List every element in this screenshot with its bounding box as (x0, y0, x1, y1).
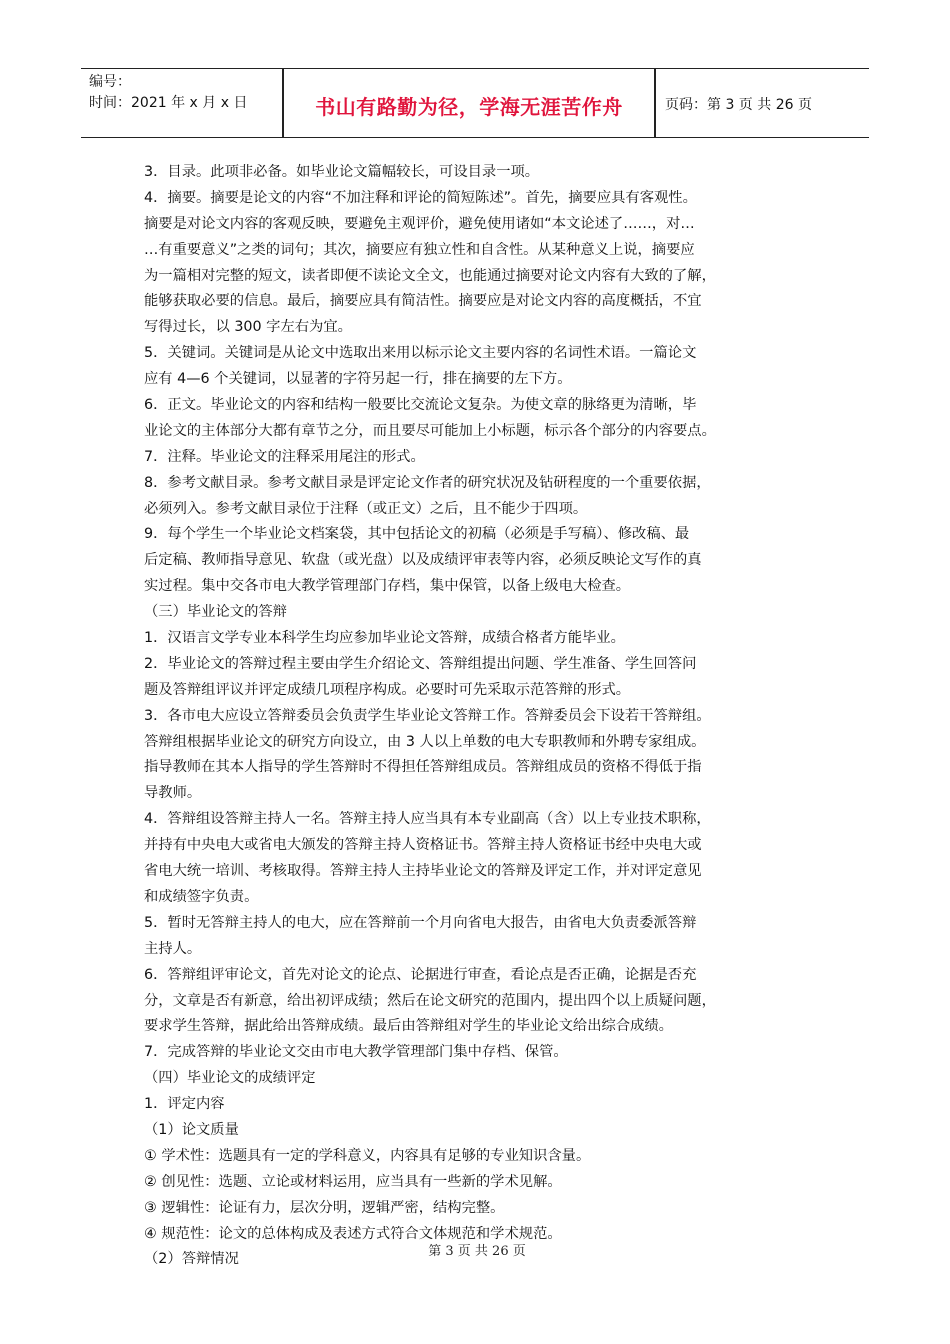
text-line: （1）论文质量 (144, 1121, 239, 1138)
text-line: 答辩组根据毕业论文的研究方向设立，由 3 人以上单数的电大专职教师和外聘专家组成。 (144, 733, 706, 750)
text-line: 4．答辩组设答辩主持人一名。答辩主持人应当具有本专业副高（含）以上专业技术职称， (144, 811, 711, 828)
text-line: 能够获取必要的信息。最后，摘要应具有简洁性。摘要应是对论文内容的高度概括，不宜 (144, 293, 702, 310)
text-line: 3．各市电大应设立答辩委员会负责学生毕业论文答辩工作。答辩委员会下设若干答辩组。 (144, 707, 711, 724)
text-line: 业论文的主体部分大都有章节之分，而且要尽可能加上小标题，标示各个部分的内容要点。 (144, 422, 716, 439)
text-line: …有重要意义”之类的词句；其次，摘要应有独立性和自含性。从某种意义上说，摘要应 (144, 241, 695, 258)
text-line: ③ 逻辑性：论证有力，层次分明，逻辑严密，结构完整。 (144, 1199, 505, 1216)
text-line: 分，文章是否有新意，给出初评成绩；然后在论文研究的范围内，提出四个以上质疑问题， (144, 992, 716, 1009)
text-line: 必须列入。参考文献目录位于注释（或正文）之后，且不能少于四项。 (144, 500, 588, 517)
header-motto: 书山有路勤为径，学海无涯苦作舟 (315, 95, 623, 119)
text-line: 导教师。 (144, 785, 202, 802)
document-body (144, 160, 824, 1273)
text-line: 指导教师在其本人指导的学生答辩时不得担任答辩组成员。答辩组成员的资格不得低于指 (144, 759, 702, 776)
text-line: 2．毕业论文的答辩过程主要由学生介绍论文、答辩组提出问题、学生准备、学生回答问 (144, 655, 697, 672)
text-line: 7．注释。毕业论文的注释采用尾注的形式。 (144, 448, 425, 465)
header-info (89, 72, 247, 114)
text-line: 和成绩签字负责。 (144, 888, 259, 905)
page-footer: 第 3 页 共 26 页 (428, 1244, 526, 1259)
text-line: 9．每个学生一个毕业论文档案袋，其中包括论文的初稿（必须是手写稿）、修改稿、最 (144, 526, 690, 543)
text-line: 7．完成答辩的毕业论文交由市电大教学管理部门集中存档、保管。 (144, 1044, 568, 1061)
text-line: 主持人。 (144, 940, 202, 957)
text-line: 为一篇相对完整的短文，读者即便不读论文全文，也能通过摘要对论文内容有大致的了解， (144, 267, 716, 284)
text-line: 省电大统一培训、考核取得。答辩主持人主持毕业论文的答辩及评定工作，并对评定意见 (144, 863, 702, 880)
text-line: ④ 规范性：论文的总体构成及表述方式符合文体规范和学术规范。 (144, 1225, 562, 1242)
text-line: 摘要是对论文内容的客观反映，要避免主观评价，避免使用诸如“本文论述了……，对… (144, 215, 695, 232)
document-number-label: 编号： (89, 74, 131, 90)
text-line: 5．暂时无答辩主持人的电大，应在答辩前一个月向省电大报告，由省电大负责委派答辩 (144, 914, 697, 931)
text-line: （三）毕业论文的答辩 (144, 604, 287, 621)
document-date: 时间：2021 年 x 月 x 日 (89, 95, 248, 111)
text-line: 并持有中央电大或省电大颁发的答辩主持人资格证书。答辩主持人资格证书经中央电大或 (144, 837, 702, 854)
text-line: （2）答辩情况 (144, 1251, 239, 1268)
text-line: ① 学术性：选题具有一定的学科意义，内容具有足够的专业知识含量。 (144, 1147, 591, 1164)
text-line: ② 创见性：选题、立论或材料运用，应当具有一些新的学术见解。 (144, 1173, 562, 1190)
text-line: 1．汉语言文学专业本科学生均应参加毕业论文答辩，成绩合格者方能毕业。 (144, 630, 625, 647)
text-line: 1．评定内容 (144, 1096, 225, 1113)
text-line: 3．目录。此项非必备。如毕业论文篇幅较长，可设目录一项。 (144, 164, 540, 180)
text-line: 写得过长，以 300 字左右为宜。 (144, 319, 352, 336)
text-line: 后定稿、教师指导意见、软盘（或光盘）以及成绩评审表等内容，必须反映论文写作的真 (144, 552, 702, 569)
header-page-number: 页码：第 3 页 共 26 页 (665, 97, 812, 113)
header-divider-right (654, 69, 656, 137)
text-line: 要求学生答辩，据此给出答辩成绩。最后由答辩组对学生的毕业论文给出综合成绩。 (144, 1018, 673, 1035)
text-line: 8．参考文献目录。参考文献目录是评定论文作者的研究状况及钻研程度的一个重要依据， (144, 474, 711, 491)
text-line: 题及答辩组评议并评定成绩几项程序构成。必要时可先采取示范答辩的形式。 (144, 681, 631, 698)
text-line: 4．摘要。摘要是论文的内容“不加注释和评论的简短陈述”。首先，摘要应具有客观性。 (144, 189, 697, 206)
text-line: 6．正文。毕业论文的内容和结构一般要比交流论文复杂。为使文章的脉络更为清晰，毕 (144, 397, 697, 414)
text-line: 6．答辩组评审论文，首先对论文的论点、论据进行审查，看论点是否正确，论据是否充 (144, 966, 697, 983)
text-line: 应有 4—6 个关键词，以显著的字符另起一行，排在摘要的左下方。 (144, 371, 572, 388)
text-line: 实过程。集中交各市电大教学管理部门存档，集中保管，以备上级电大检查。 (144, 578, 631, 595)
page-header (81, 68, 869, 138)
text-line: 5．关键词。关键词是从论文中选取出来用以标示论文主要内容的名词性术语。一篇论文 (144, 345, 697, 362)
text-line: （四）毕业论文的成绩评定 (144, 1070, 316, 1087)
